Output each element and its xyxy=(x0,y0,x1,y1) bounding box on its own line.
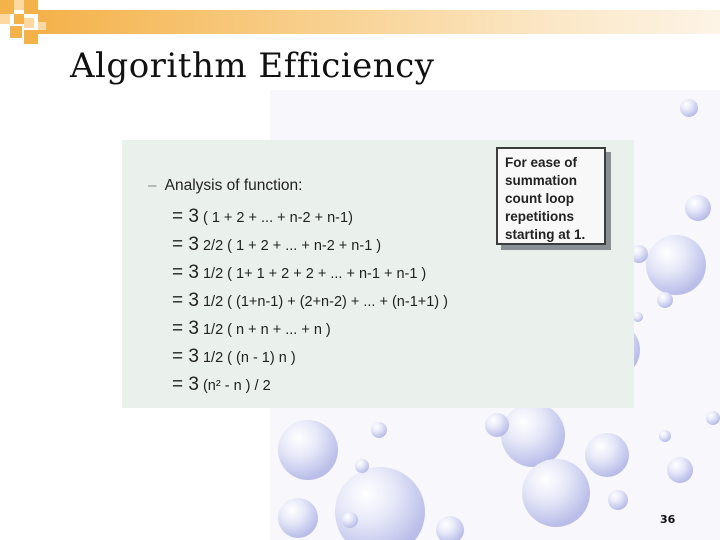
note-line: For ease of xyxy=(505,155,578,170)
note-line: starting at 1. xyxy=(505,227,586,242)
note-line: count loop xyxy=(505,191,574,206)
note-line: repetitions xyxy=(505,209,575,224)
analysis-list xyxy=(122,140,492,408)
step-7: = 3 (n² - n ) / 2 xyxy=(172,374,271,395)
step-2: = 3 2/2 ( 1 + 2 + ... + n-2 + n-1 ) xyxy=(172,234,382,255)
step-1: = 3 ( 1 + 2 + ... + n-2 + n-1) xyxy=(172,206,353,227)
heading-text: Analysis of function: xyxy=(164,177,303,194)
analysis-heading xyxy=(148,177,302,195)
step-3: = 3 1/2 ( 1+ 1 + 2 + 2 + ... + n-1 + n-1 ) xyxy=(172,262,427,283)
page-number: 36 xyxy=(660,513,676,526)
heading-bullet: – xyxy=(148,177,157,194)
step-6: = 3 1/2 ( (n - 1) n ) xyxy=(172,346,296,367)
analysis-image xyxy=(122,140,634,408)
step-4: = 3 1/2 ( (1+n-1) + (2+n-2) + ... + (n-1+1) ) xyxy=(172,290,448,311)
title-accent-bar xyxy=(38,10,720,34)
note-line: summation xyxy=(505,173,578,188)
slide-title: Algorithm Efficiency xyxy=(70,46,435,86)
step-5: = 3 1/2 ( n + n + ... + n ) xyxy=(172,318,331,339)
note-box xyxy=(496,147,606,245)
